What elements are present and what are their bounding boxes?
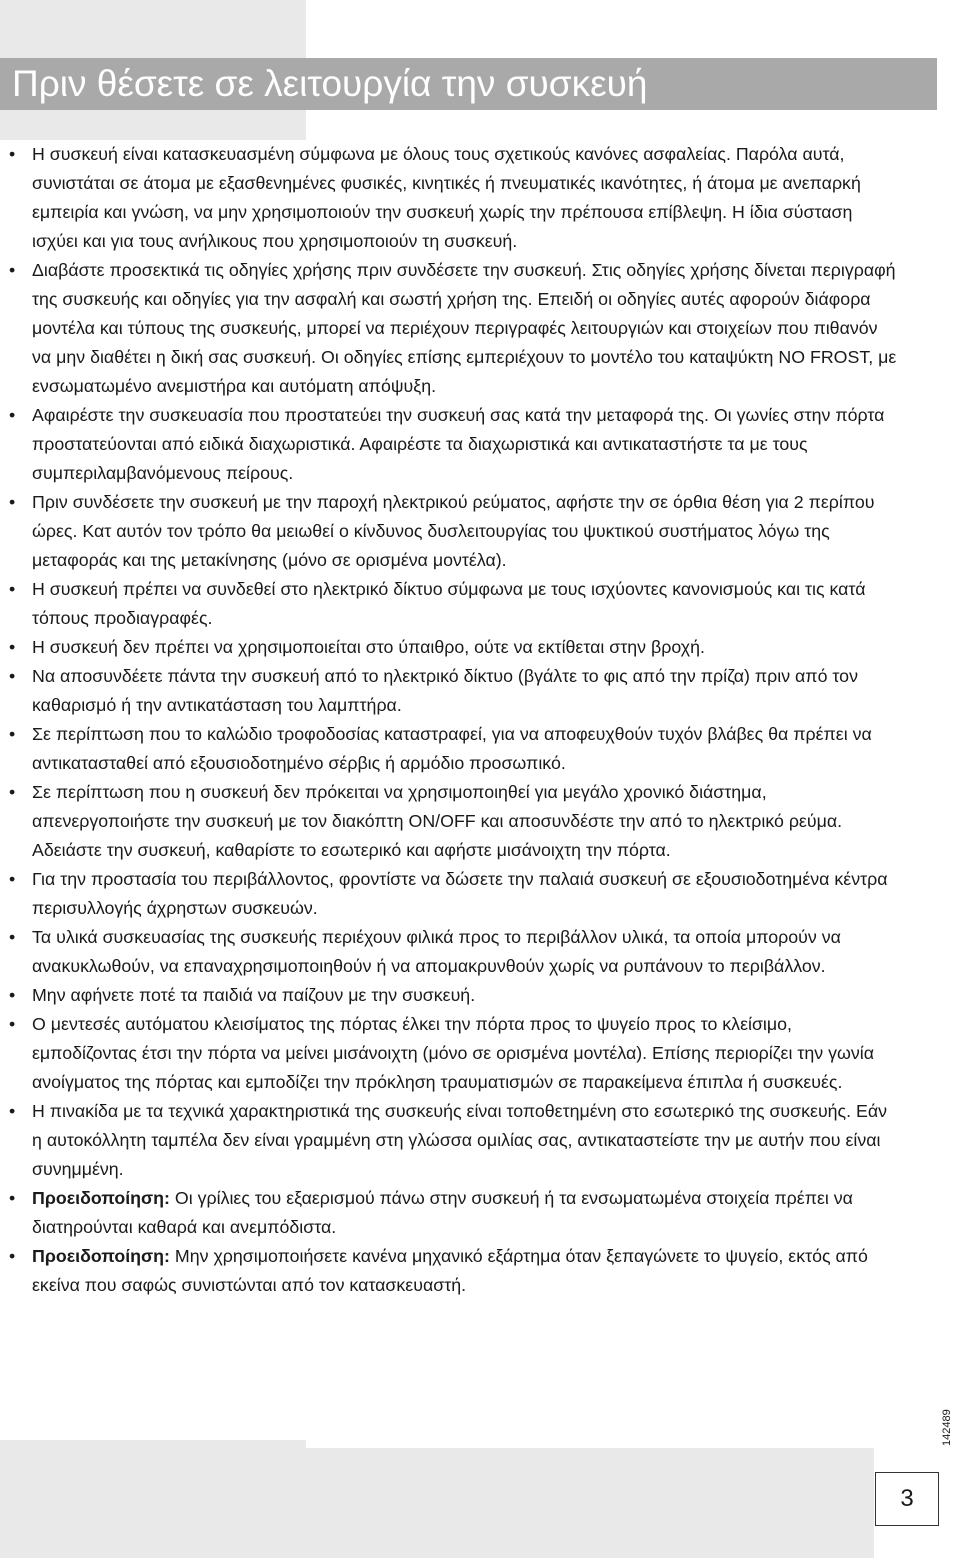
page-number: 3 xyxy=(900,1485,914,1512)
instructions-list xyxy=(0,140,900,1300)
bullet: • xyxy=(9,724,16,744)
bullet: • xyxy=(9,1101,16,1121)
content-area xyxy=(0,140,960,1440)
bullet: • xyxy=(9,637,16,657)
bullet: • xyxy=(9,144,16,164)
list-item xyxy=(0,1010,900,1097)
list-item xyxy=(0,981,900,1010)
title-bar xyxy=(0,58,937,110)
warning-label: Προειδοποίηση: xyxy=(32,1246,170,1266)
list-item xyxy=(0,488,900,575)
warning-item xyxy=(0,1184,900,1242)
bullet: • xyxy=(9,927,16,947)
bullet: • xyxy=(9,492,16,512)
list-item xyxy=(0,720,900,778)
list-item xyxy=(0,662,900,720)
item-text: Η συσκευή είναι κατασκευασμένη σύμφωνα με όλους τους σχετικούς κανόνες ασφαλείας. Παρόλα αυτά, συνιστάται σε άτομα με εξασθενημένες φυσικές, κινητικές ή πνευματικές ικανότητες, ή άτομα με ανεπαρκή εμπειρία και γνώση, να μην χρησιμοποιούν την συσκευή χωρίς την πρέπουσα επίβλεψη. Η ίδια σύσταση ισχύει και για τους ανήλικους που χρησιμοποιούν τη συσκευή. xyxy=(32,144,861,251)
item-text: Ο μεντεσές αυτόματου κλεισίματος της πόρτας έλκει την πόρτα προς το ψυγείο προς το κλείσιμο, εμποδίζοντας έτσι την πόρτα να μείνει μισάνοιχτη (μόνο σε ορισμένα μοντέλα). Επίσης περιορίζει την γωνία ανοίγματος της πόρτας και εμποδίζει την πρόκληση τραυματισμών σε παρακείμενα έπιπλα ή συσκευές. xyxy=(32,1014,875,1092)
bullet: • xyxy=(9,782,16,802)
list-item xyxy=(0,575,900,633)
bullet: • xyxy=(9,666,16,686)
bullet: • xyxy=(9,1014,16,1034)
list-item xyxy=(0,1097,900,1184)
document-number: 142489 xyxy=(941,1409,953,1446)
list-item xyxy=(0,140,900,256)
warning-text: Μην χρησιμοποιήσετε κανένα μηχανικό εξάρτημα όταν ξεπαγώνετε το ψυγείο, εκτός από εκείνα που σαφώς συνιστώνται από τον κατασκευαστή. xyxy=(32,1246,868,1295)
bullet: • xyxy=(9,1188,16,1208)
list-item xyxy=(0,778,900,865)
page-title: Πριν θέσετε σε λειτουργία την συσκευή xyxy=(12,63,648,104)
list-item xyxy=(0,923,900,981)
item-text: Σε περίπτωση που η συσκευή δεν πρόκειται να χρησιμοποιηθεί για μεγάλο χρονικό διάστημα, απενεργοποιήστε την συσκευή με τον διακόπτη ON/OFF και αποσυνδέστε την από το ηλεκτρικό ρεύμα. Αδειάστε την συσκευή, καθαρίστε το εσωτερικό και αφήστε μισάνοιχτη την πόρτα. xyxy=(32,782,843,860)
list-item xyxy=(0,865,900,923)
item-text: Διαβάστε προσεκτικά τις οδηγίες χρήσης πριν συνδέσετε την συσκευή. Στις οδηγίες χρήσης δίνεται περιγραφή της συσκευής και οδηγίες για την ασφαλή και σωστή χρήση της. Επειδή οι οδηγίες αυτές αφορούν διάφορα μοντέλα και τύπους της συσκευής, μπορεί να περιέχουν περιγραφές λειτουργιών και στοιχείων που πιθανόν να μην διαθέτει η δική σας συσκευή. Οι οδηγίες επίσης εμπεριέχουν το μοντέλο του καταψύκτη NO FROST, με ενσωματωμένο ανεμιστήρα και αυτόματη απόψυξη. xyxy=(32,260,897,396)
warning-text: Οι γρίλιες του εξαερισμού πάνω στην συσκευή ή τα ενσωματωμένα στοιχεία πρέπει να διατηρούνται καθαρά και ανεμπόδιστα. xyxy=(32,1188,853,1237)
item-text: Η συσκευή δεν πρέπει να χρησιμοποιείται στο ύπαιθρο, ούτε να εκτίθεται στην βροχή. xyxy=(32,637,705,657)
list-item xyxy=(0,401,900,488)
side-band-bottom xyxy=(0,1448,874,1558)
warning-label: Προειδοποίηση: xyxy=(32,1188,170,1208)
bullet: • xyxy=(9,260,16,280)
item-text: Η συσκευή πρέπει να συνδεθεί στο ηλεκτρικό δίκτυο σύμφωνα με τους ισχύοντες κανονισμούς και τις κατά τόπους προδιαγραφές. xyxy=(32,579,866,628)
item-text: Σε περίπτωση που το καλώδιο τροφοδοσίας καταστραφεί, για να αποφευχθούν τυχόν βλάβες θα πρέπει να αντικατασταθεί από εξουσιοδοτημένο σέρβις ή αρμόδιο προσωπικό. xyxy=(32,724,872,773)
item-text: Μην αφήνετε ποτέ τα παιδιά να παίζουν με την συσκευή. xyxy=(32,985,476,1005)
item-text: Αφαιρέστε την συσκευασία που προστατεύει την συσκευή σας κατά την μεταφορά της. Οι γωνίες στην πόρτα προστατεύονται από ειδικά διαχωριστικά. Αφαιρέστε τα διαχωριστικά και αντικαταστήστε τα με τους συμπεριλαμβανόμενους πείρους. xyxy=(32,405,885,483)
bullet: • xyxy=(9,579,16,599)
bullet: • xyxy=(9,1246,16,1266)
item-text: Τα υλικά συσκευασίας της συσκευής περιέχουν φιλικά προς το περιβάλλον υλικά, τα οποία μπορούν να ανακυκλωθούν, να επαναχρησιμοποιηθούν ή να απομακρυνθούν χωρίς να ρυπάνουν το περιβάλλον. xyxy=(32,927,841,976)
warning-item xyxy=(0,1242,900,1300)
list-item xyxy=(0,256,900,401)
bullet: • xyxy=(9,869,16,889)
item-text: Πριν συνδέσετε την συσκευή με την παροχή ηλεκτρικού ρεύματος, αφήστε την σε όρθια θέση για 2 περίπου ώρες. Κατ αυτόν τον τρόπο θα μειωθεί ο κίνδυνος δυσλειτουργίας του ψυκτικού συστήματος λόγω της μεταφοράς και της μετακίνησης (μόνο σε ορισμένα μοντέλα). xyxy=(32,492,875,570)
bullet: • xyxy=(9,405,16,425)
item-text: Να αποσυνδέετε πάντα την συσκευή από το ηλεκτρικό δίκτυο (βγάλτε το φις από την πρίζα) πριν από τον καθαρισμό ή την αντικατάσταση του λαμπτήρα. xyxy=(32,666,858,715)
item-text: Για την προστασία του περιβάλλοντος, φροντίστε να δώσετε την παλαιά συσκευή σε εξουσιοδοτημένα κέντρα περισυλλογής άχρηστων συσκευών. xyxy=(32,869,888,918)
page-number-box xyxy=(875,1472,939,1526)
bullet: • xyxy=(9,985,16,1005)
item-text: Η πινακίδα με τα τεχνικά χαρακτηριστικά της συσκευής είναι τοποθετημένη στο εσωτερικό της συσκευής. Εάν η αυτοκόλλητη ταμπέλα δεν είναι γραμμένη στη γλώσσα ομιλίας σας, αντικαταστείστε την με αυτήν που είναι συνημμένη. xyxy=(32,1101,888,1179)
list-item xyxy=(0,633,900,662)
